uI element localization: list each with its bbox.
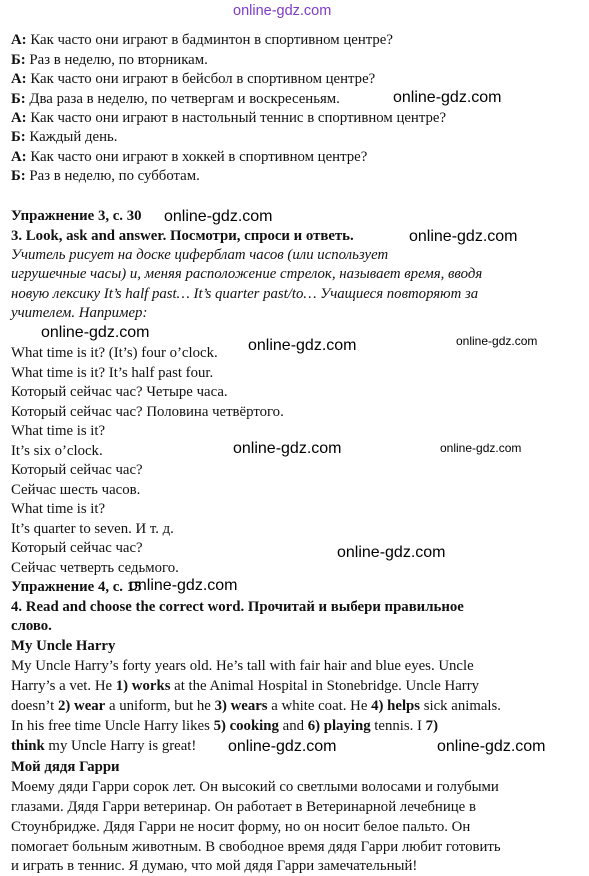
dialogue-text: Как часто они играют в бадминтон в спортивном центре?: [26, 32, 393, 48]
example-line: What time is it? (It’s) four o’clock.: [11, 345, 218, 361]
answer-wears: 3) wears: [214, 698, 268, 714]
watermark: online-gdz.com: [337, 544, 446, 561]
example-line: Сейчас четверть седьмого.: [11, 560, 179, 576]
story-line: think my Uncle Harry is great!: [11, 738, 197, 754]
watermark: online-gdz.com: [437, 738, 546, 755]
example-line: What time is it?: [11, 423, 106, 439]
example-line: Который сейчас час?: [11, 540, 143, 556]
exercise3-note-line: Учитель рисует на доске циферблат часов (или использует: [11, 247, 389, 263]
speaker-label: А:: [11, 71, 27, 87]
speaker-label: Б:: [11, 168, 26, 184]
speaker-label: А:: [11, 149, 27, 165]
translation-line: Стоунбридже. Дядя Гарри не носит форму, но он носит белое пальто. Он: [11, 819, 471, 835]
watermark: online-gdz.com: [164, 208, 273, 225]
watermark: online-gdz.com: [440, 441, 522, 455]
dialogue-line: [11, 90, 340, 109]
exercise3-heading: Упражнение 3, с. 30: [11, 208, 142, 224]
speaker-label: Б:: [11, 91, 26, 107]
answer-think: think: [11, 738, 45, 754]
example-line: Который сейчас час? Половина четвёртого.: [11, 404, 284, 420]
example-line: Сейчас шесть часов.: [11, 482, 141, 498]
answer-helps: 4) helps: [371, 698, 421, 714]
answer-cooking: 5) cooking: [213, 718, 279, 734]
watermark: online-gdz.com: [129, 577, 238, 594]
story-line: Harry’s a vet. He 1) works at the Animal Hospital in Stonebridge. Uncle Harry: [11, 678, 480, 694]
example-line: What time is it? It’s half past four.: [11, 365, 214, 381]
example-line: What time is it?: [11, 501, 106, 517]
translation-line: глазами. Дядя Гарри ветеринар. Он работает в Ветеринарной лечебнице в: [11, 799, 476, 815]
dialogue-text: Каждый день.: [25, 129, 118, 145]
dialogue-text: Как часто они играют в хоккей в спортивном центре?: [26, 149, 368, 165]
dialogue-line: [11, 167, 200, 186]
dialogue-line: [11, 70, 375, 89]
watermark: online-gdz.com: [228, 738, 337, 755]
watermark: online-gdz.com: [41, 324, 150, 341]
exercise4-task: 4. Read and choose the correct word. Прочитай и выбери правильное: [11, 599, 464, 615]
answer-number-7: 7): [425, 718, 438, 734]
dialogue-text: Два раза в неделю, по четвергам и воскресеньям.: [25, 91, 340, 107]
answer-playing: 6) playing: [307, 718, 371, 734]
exercise4-heading: Упражнение 4, с. 15: [11, 579, 142, 595]
example-line: It’s quarter to seven. И т. д.: [11, 521, 174, 537]
dialogue-text: Как часто они играют в бейсбол в спортивном центре?: [26, 71, 376, 87]
answer-wear: 2) wear: [58, 698, 106, 714]
translation-line: и играть в теннис. Я думаю, что мой дядя Гарри замечательный!: [11, 858, 418, 874]
exercise3-note-line: учителем. Например:: [11, 305, 148, 321]
exercise3-note-line: игрушечные часы) и, меняя расположение стрелок, называет время, вводя: [11, 266, 483, 282]
example-line: Который сейчас час?: [11, 462, 143, 478]
watermark-header: online-gdz.com: [233, 3, 332, 19]
story-line: doesn’t 2) wear a uniform, but he 3) wears a white coat. He 4) helps sick animals.: [11, 698, 502, 714]
dialogue-line: [11, 109, 446, 128]
speaker-label: А:: [11, 110, 27, 126]
story-title: My Uncle Harry: [11, 638, 116, 654]
dialogue-text: Как часто они играют в настольный теннис в спортивном центре?: [26, 110, 447, 126]
answer-works: 1) works: [115, 678, 171, 694]
dialogue-line: [11, 31, 393, 50]
translation-title: Мой дядя Гарри: [11, 759, 120, 775]
story-line: In his free time Uncle Harry likes 5) cooking and 6) playing tennis. I 7): [11, 718, 438, 734]
exercise4-task-cont: слово.: [11, 618, 52, 634]
example-line: Который сейчас час? Четыре часа.: [11, 384, 228, 400]
watermark: online-gdz.com: [248, 337, 357, 354]
translation-line: помогает больным животным. В свободное время дядя Гарри любит готовить: [11, 839, 501, 855]
speaker-label: Б:: [11, 52, 26, 68]
dialogue-line: [11, 148, 367, 167]
watermark: online-gdz.com: [456, 334, 538, 348]
dialogue-text: Раз в неделю, по вторникам.: [25, 52, 208, 68]
story-line: My Uncle Harry’s forty years old. He’s tall with fair hair and blue eyes. Uncle: [11, 658, 474, 674]
watermark: online-gdz.com: [233, 440, 342, 457]
dialogue-line: [11, 51, 208, 70]
dialogue-line: [11, 128, 117, 147]
watermark: online-gdz.com: [393, 89, 502, 106]
exercise3-task: 3. Look, ask and answer. Посмотри, спроси и ответь.: [11, 228, 354, 244]
translation-line: Моему дяди Гарри сорок лет. Он высокий со светлыми волосами и голубыми: [11, 779, 499, 795]
exercise3-note-line: новую лексику It’s half past… It’s quarter past/to… Учащиеся повторяют за: [11, 286, 479, 302]
speaker-label: Б:: [11, 129, 26, 145]
speaker-label: А:: [11, 32, 27, 48]
watermark: online-gdz.com: [409, 228, 518, 245]
example-line: It’s six o’clock.: [11, 443, 103, 459]
dialogue-text: Раз в неделю, по субботам.: [25, 168, 200, 184]
